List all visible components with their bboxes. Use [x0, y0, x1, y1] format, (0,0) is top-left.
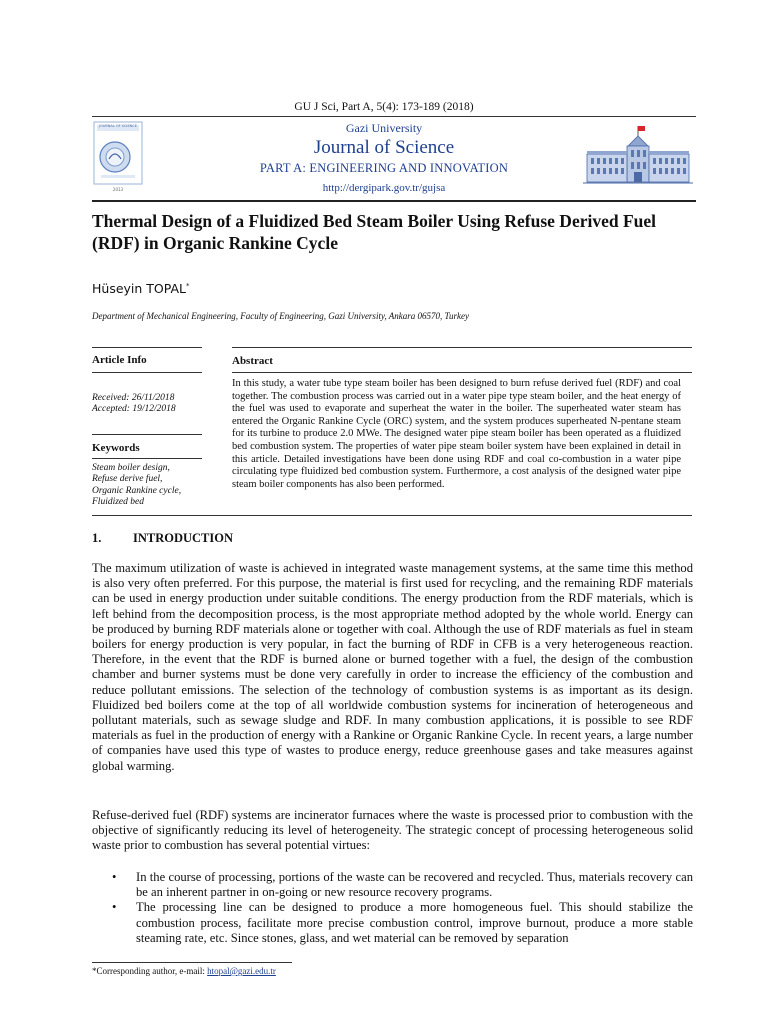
journal-citation: GU J Sci, Part A, 5(4): 173-189 (2018) [294, 101, 474, 113]
journal-url[interactable]: http://dergipark.gov.tr/gujsa [322, 182, 446, 194]
university-building-logo [583, 122, 693, 190]
abstract-label: Abstract [232, 355, 273, 367]
abstract-text: In this study, a water tube type steam boiler has been designed to burn refuse derived fuel (RDF) and coal together. The combustion process was carried out in a water pipe type steam boiler, and the heat energy of the fuel was used to evaporate and superheat the water in the boiler. The superheated water steam has entered the Organic Rankine Cycle (ORC) system, and the system produces superheated N-pentane steam for its turbine to produce 2.0 MWe. The designed water pipe steam boiler has been operated as a fluidized bed combustion system. The properties of water pipe steam boiler system have been explained in detail in this article. Detailed investigations have been done using RDF and coal co-combustion in a water pipe circulating type fluidized bed combustion system. Furthermore, a cost analysis of the designed water pipe steam boiler components has also been performed. [232, 378, 681, 490]
list-item-text: The processing line can be designed to produce a more homogeneous fuel. This should stabilize the combustion process, facilitate more precise combustion control, improve burnout, produce a more stable steaming rate, etc. Since stones, glass, and wet material can be removed by separation [136, 900, 693, 945]
keyword: Fluidized bed [92, 496, 144, 507]
author-name [92, 281, 190, 296]
divider [92, 347, 202, 348]
footnote [92, 966, 276, 976]
section-number: 1. [92, 531, 102, 545]
footnote-divider [92, 962, 292, 963]
received-date: Received: 26/11/2018 [92, 393, 175, 403]
author-mark: * [186, 281, 190, 290]
divider [92, 372, 202, 373]
bullet-icon: • [112, 900, 117, 915]
divider [92, 515, 692, 516]
logo-left-sub: 2013 [112, 187, 124, 192]
list-item-text: In the course of processing, portions of the waste can be recovered and recycled. Thus, materials recovery can be an inherent partner in on-going or new resource recovery programs. [136, 870, 693, 900]
body-paragraph: Refuse-derived fuel (RDF) systems are incinerator furnaces where the waste is processed prior to combustion with the objective of significantly reducing its level of heterogeneity. The strategic concept of processing heterogeneous solid waste prior to combustion has several potential virtues: [92, 808, 693, 853]
author-affiliation: Department of Mechanical Engineering, Faculty of Engineering, Gazi University, Ankara 06570, Turkey [92, 311, 470, 321]
keywords-list [92, 463, 181, 508]
keyword: Refuse derive fuel, [92, 474, 163, 485]
divider [232, 372, 692, 373]
bullet-icon: • [112, 870, 117, 884]
divider [232, 347, 692, 348]
author-email-link[interactable]: htopal@gazi.edu.tr [207, 966, 276, 976]
journal-name: Journal of Science [313, 137, 455, 158]
paper-title: Thermal Design of a Fluidized Bed Steam Boiler Using Refuse Derived Fuel (RDF) in Organic Rankine Cycle [92, 211, 657, 253]
keywords-label: Keywords [92, 442, 140, 454]
divider [92, 434, 202, 435]
bullet-list [112, 870, 693, 946]
keyword: Organic Rankine cycle, [92, 485, 182, 496]
divider [92, 458, 202, 459]
author-text: Hüseyin TOPAL [92, 281, 187, 296]
article-dates [92, 393, 176, 415]
accepted-date: Accepted: 19/12/2018 [92, 404, 176, 414]
body-paragraph: The maximum utilization of waste is achieved in integrated waste management systems, at the same time this method is also very often preferred. For this purpose, the material is first used for recycling, and the remaining RDF materials can be used in energy production under suitable conditions. The energy production from the RDF materials, which is left behind from the decomposition process, is the most appropriate method adopted by the whole world. Energy can be produced by burning RDF materials alone or together with coal. Although the use of RDF materials as fuel in steam boilers for energy production is very popular, in fact the burning of RDF in CFB is a very heterogeneous reaction. Therefore, in the event that the RDF is burned alone or burned together with a fuel, the design of the combustion chamber and burner systems must be done very carefully in order to increase the efficiency of the combustion and reduce pollutant emissions. The selection of the technology of combustion systems is as important as its design. Fluidized bed boilers come at the top of all worldwide combustion systems for incineration of heterogeneous and pollutant materials, such as sewage sludge and RDF. In many combustion applications, it is possible to see RDF materials as fuel in the production of energy with a Rankine or Organic Rankine Cycle. In recent years, a large number of companies have used this type of wastes to produce energy, reduce greenhouse gases and take measures against global warming. [92, 561, 693, 773]
building-icon [583, 122, 693, 190]
university-name: Gazi University [345, 121, 423, 135]
journal-part: PART A: ENGINEERING AND INNOVATION [259, 161, 509, 175]
article-info-label: Article Info [92, 354, 147, 366]
list-item [112, 870, 693, 900]
list-item [112, 900, 693, 946]
section-heading [92, 531, 233, 546]
footnote-prefix: *Corresponding author, e-mail: [92, 966, 208, 976]
keyword: Steam boiler design, [92, 463, 170, 473]
logo-left-text: JOURNAL OF SCIENCE [99, 124, 137, 128]
section-title: INTRODUCTION [133, 531, 234, 545]
